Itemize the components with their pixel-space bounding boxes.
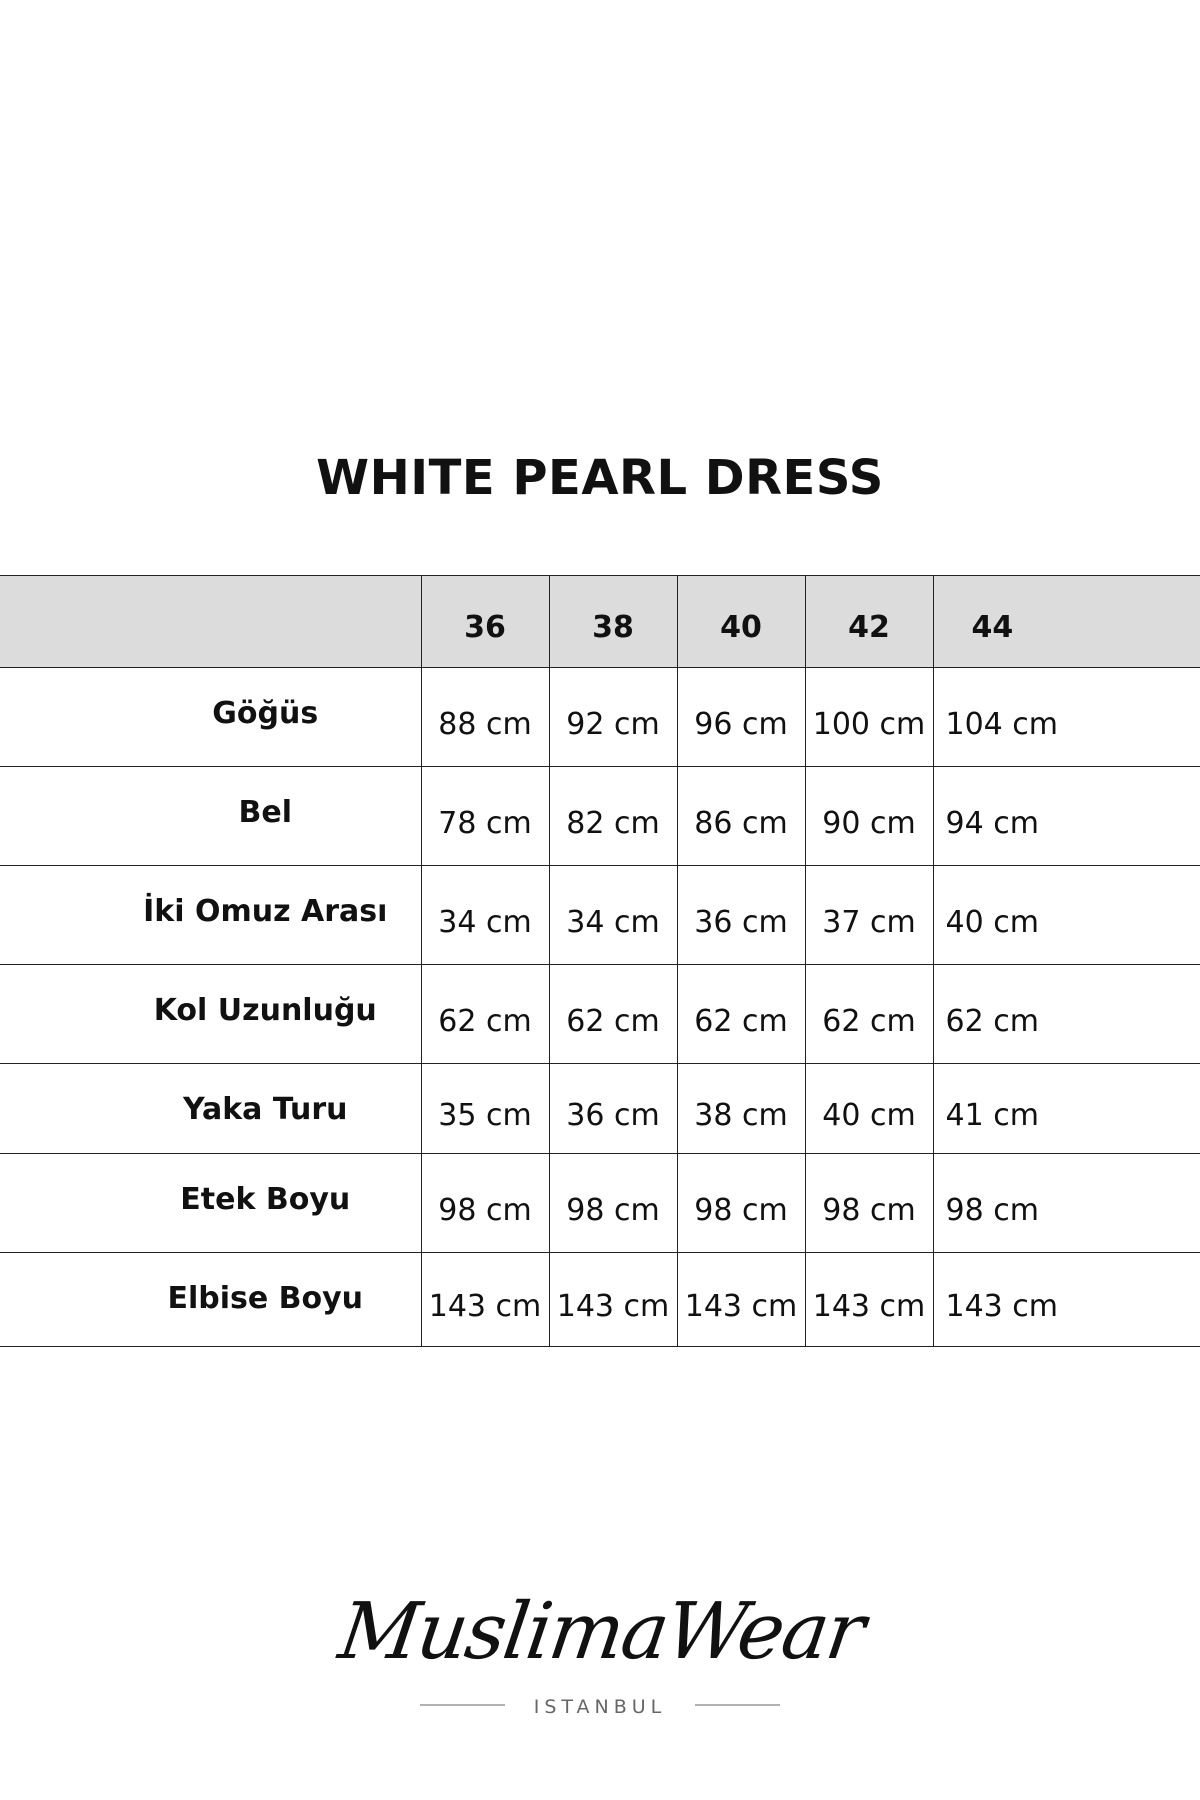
- brand-logo: [0, 1580, 1200, 1720]
- measurement-cell: 62 cm: [933, 965, 1200, 1064]
- row-label: Göğüs: [0, 668, 421, 767]
- measurement-cell: 38 cm: [677, 1064, 805, 1154]
- table-row: [0, 1253, 1200, 1347]
- measurement-cell: 88 cm: [421, 668, 549, 767]
- measurement-cell: 98 cm: [677, 1154, 805, 1253]
- measurement-cell: 104 cm: [933, 668, 1200, 767]
- measurement-cell: 82 cm: [549, 767, 677, 866]
- row-label: Etek Boyu: [0, 1154, 421, 1253]
- row-label: Bel: [0, 767, 421, 866]
- measurement-cell: 62 cm: [677, 965, 805, 1064]
- table-row: [0, 767, 1200, 866]
- size-header-44: 44: [933, 576, 1200, 668]
- measurement-cell: 98 cm: [549, 1154, 677, 1253]
- size-chart-table: [0, 575, 1200, 1347]
- measurement-cell: 98 cm: [421, 1154, 549, 1253]
- measurement-cell: 96 cm: [677, 668, 805, 767]
- size-header-40: 40: [677, 576, 805, 668]
- logo-wordmark: MuslimaWear: [333, 1586, 869, 1677]
- measurement-cell: 36 cm: [677, 866, 805, 965]
- measurement-cell: 143 cm: [677, 1253, 805, 1347]
- header-empty-cell: [0, 576, 421, 668]
- row-label: Elbise Boyu: [0, 1253, 421, 1347]
- measurement-cell: 143 cm: [421, 1253, 549, 1347]
- row-label: İki Omuz Arası: [0, 866, 421, 965]
- measurement-cell: 40 cm: [805, 1064, 933, 1154]
- measurement-cell: 37 cm: [805, 866, 933, 965]
- table-row: [0, 1064, 1200, 1154]
- row-label: Yaka Turu: [0, 1064, 421, 1154]
- measurement-cell: 62 cm: [805, 965, 933, 1064]
- measurement-cell: 35 cm: [421, 1064, 549, 1154]
- measurement-cell: 40 cm: [933, 866, 1200, 965]
- table-row: [0, 965, 1200, 1064]
- measurement-cell: 90 cm: [805, 767, 933, 866]
- table-row: [0, 1154, 1200, 1253]
- logo-location: ISTANBUL: [533, 1696, 667, 1718]
- size-header-42: 42: [805, 576, 933, 668]
- measurement-cell: 34 cm: [549, 866, 677, 965]
- measurement-cell: 143 cm: [933, 1253, 1200, 1347]
- measurement-cell: 98 cm: [805, 1154, 933, 1253]
- measurement-cell: 98 cm: [933, 1154, 1200, 1253]
- row-label: Kol Uzunluğu: [0, 965, 421, 1064]
- measurement-cell: 36 cm: [549, 1064, 677, 1154]
- measurement-cell: 34 cm: [421, 866, 549, 965]
- measurement-cell: 100 cm: [805, 668, 933, 767]
- size-header-38: 38: [549, 576, 677, 668]
- table-row: [0, 668, 1200, 767]
- measurement-cell: 143 cm: [805, 1253, 933, 1347]
- measurement-cell: 41 cm: [933, 1064, 1200, 1154]
- measurement-cell: 86 cm: [677, 767, 805, 866]
- size-header-row: [0, 576, 1200, 668]
- measurement-cell: 62 cm: [549, 965, 677, 1064]
- size-header-36: 36: [421, 576, 549, 668]
- measurement-cell: 62 cm: [421, 965, 549, 1064]
- measurement-cell: 78 cm: [421, 767, 549, 866]
- table-row: [0, 866, 1200, 965]
- measurement-cell: 92 cm: [549, 668, 677, 767]
- measurement-cell: 143 cm: [549, 1253, 677, 1347]
- measurement-cell: 94 cm: [933, 767, 1200, 866]
- page-title: WHITE PEARL DRESS: [316, 450, 884, 506]
